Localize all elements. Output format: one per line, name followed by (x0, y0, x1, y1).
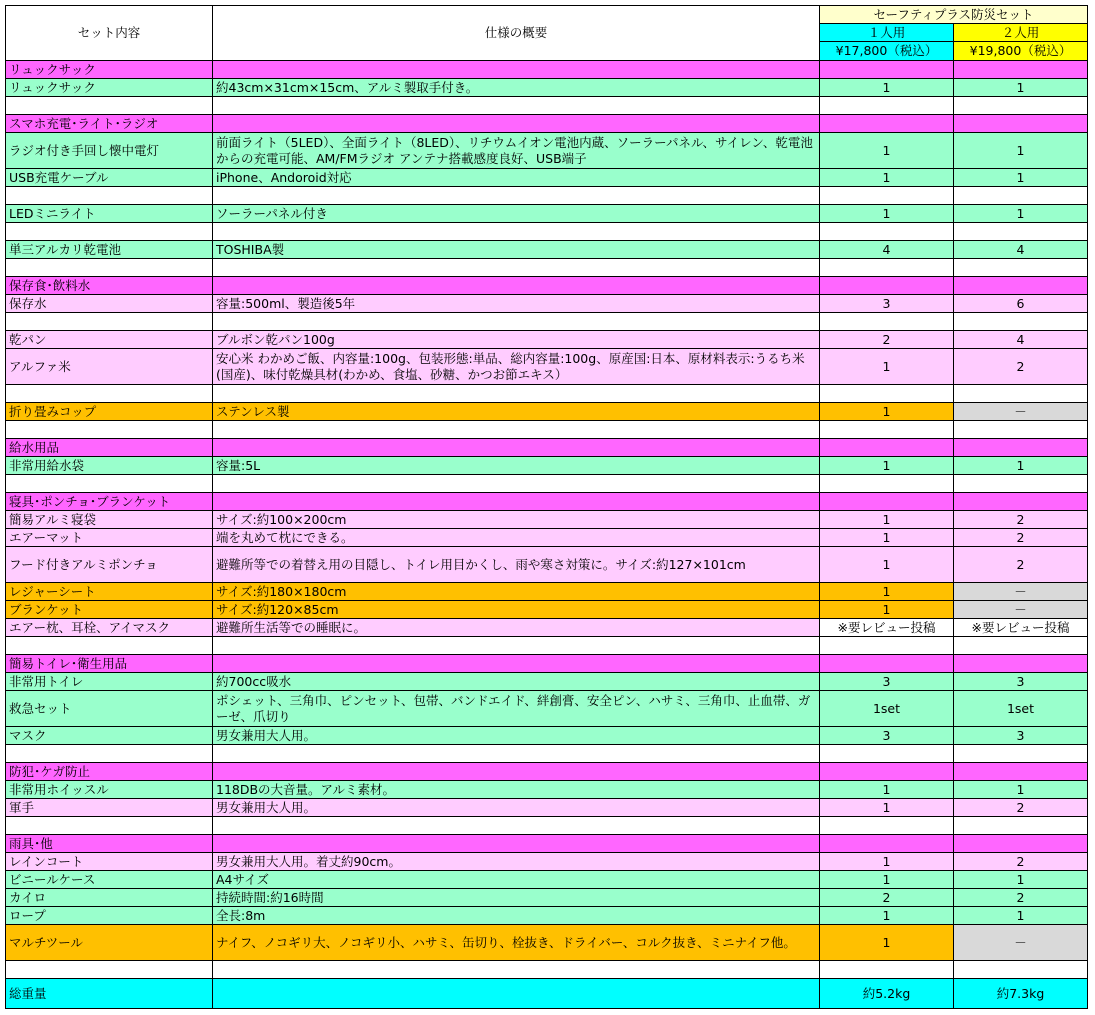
item-row (6, 691, 1088, 727)
item-qty-plan2: － (954, 601, 1088, 619)
item-qty-plan1: 2 (820, 331, 954, 349)
item-qty-plan1: 2 (820, 889, 954, 907)
item-name: ビニールケース (6, 871, 213, 889)
item-spec: ナイフ、ノコギリ大、ノコギリ小、ハサミ、缶切り、栓抜き、ドライバー、コルク抜き、ミニナイフ他。 (213, 925, 820, 961)
item-qty-plan1: 1 (820, 583, 954, 601)
item-qty-plan1: 1 (820, 457, 954, 475)
item-name: ブランケット (6, 601, 213, 619)
header-set-name: セーフティプラス防災セット (820, 6, 1088, 24)
item-name: マルチツール (6, 925, 213, 961)
header-contents: セット内容 (6, 6, 213, 61)
item-qty-plan2: 1 (954, 169, 1088, 187)
item-name: ロープ (6, 907, 213, 925)
category-qty-cell (954, 763, 1088, 781)
item-qty-plan2: 1 (954, 133, 1088, 169)
blank-cell (6, 385, 213, 403)
item-qty-plan2: 2 (954, 853, 1088, 871)
blank-cell (6, 637, 213, 655)
item-spec: 全長:8m (213, 907, 820, 925)
category-spec-cell (213, 655, 820, 673)
blank-cell (820, 475, 954, 493)
item-qty-plan2: 2 (954, 349, 1088, 385)
item-qty-plan1: 1 (820, 169, 954, 187)
item-row (6, 799, 1088, 817)
blank-cell (954, 223, 1088, 241)
category-name: スマホ充電･ライト･ラジオ (6, 115, 213, 133)
blank-row (6, 385, 1088, 403)
item-qty-plan2: 6 (954, 295, 1088, 313)
item-row (6, 511, 1088, 529)
item-qty-plan2: 2 (954, 547, 1088, 583)
category-spec-cell (213, 61, 820, 79)
item-name: アルファ米 (6, 349, 213, 385)
total-weight-spec-cell (213, 979, 820, 1009)
item-spec: TOSHIBA製 (213, 241, 820, 259)
item-spec: 避難所生活等での睡眠に。 (213, 619, 820, 637)
blank-row (6, 259, 1088, 277)
blank-cell (213, 385, 820, 403)
header-plan1-name: １人用 (820, 24, 954, 42)
blank-cell (820, 961, 954, 979)
item-name: フード付きアルミポンチョ (6, 547, 213, 583)
item-qty-plan1: 1 (820, 601, 954, 619)
item-qty-plan2: 1 (954, 457, 1088, 475)
header-plan1-price: ¥17,800（税込） (820, 42, 954, 61)
category-row (6, 763, 1088, 781)
blank-cell (820, 421, 954, 439)
category-row (6, 277, 1088, 295)
category-qty-cell (954, 115, 1088, 133)
total-weight-row (6, 979, 1088, 1009)
category-row (6, 439, 1088, 457)
item-qty-plan2: 2 (954, 799, 1088, 817)
item-spec: 男女兼用大人用。 (213, 727, 820, 745)
item-spec: 持続時間:約16時間 (213, 889, 820, 907)
category-name: 簡易トイレ･衛生用品 (6, 655, 213, 673)
category-row (6, 61, 1088, 79)
blank-row (6, 475, 1088, 493)
category-qty-cell (820, 115, 954, 133)
item-spec: 端を丸めて枕にできる。 (213, 529, 820, 547)
blank-cell (820, 385, 954, 403)
item-spec: サイズ:約100×200cm (213, 511, 820, 529)
blank-cell (6, 745, 213, 763)
blank-cell (954, 187, 1088, 205)
item-row (6, 871, 1088, 889)
blank-cell (213, 817, 820, 835)
blank-cell (213, 97, 820, 115)
item-row (6, 349, 1088, 385)
blank-cell (820, 97, 954, 115)
item-qty-plan2: － (954, 583, 1088, 601)
item-name: 簡易アルミ寝袋 (6, 511, 213, 529)
blank-cell (213, 259, 820, 277)
item-row (6, 133, 1088, 169)
item-name: レインコート (6, 853, 213, 871)
item-name: ラジオ付き手回し懐中電灯 (6, 133, 213, 169)
blank-row (6, 637, 1088, 655)
item-row (6, 331, 1088, 349)
item-row (6, 547, 1088, 583)
blank-cell (820, 745, 954, 763)
blank-cell (6, 259, 213, 277)
category-qty-cell (954, 493, 1088, 511)
blank-cell (6, 313, 213, 331)
blank-cell (6, 817, 213, 835)
blank-cell (820, 223, 954, 241)
item-row (6, 673, 1088, 691)
item-qty-plan1: 1 (820, 529, 954, 547)
category-qty-cell (820, 493, 954, 511)
category-qty-cell (954, 61, 1088, 79)
category-name: 雨具･他 (6, 835, 213, 853)
item-spec: 安心米 わかめご飯、内容量:100g、包装形態:単品、総内容量:100g、原産国:日本、原材料表示:うるち米(国産)、味付乾燥具材(わかめ、食塩、砂糖、かつお節エキス） (213, 349, 820, 385)
item-qty-plan1: 3 (820, 727, 954, 745)
item-spec: 容量:500ml、製造後5年 (213, 295, 820, 313)
blank-cell (6, 421, 213, 439)
item-row (6, 583, 1088, 601)
item-row (6, 619, 1088, 637)
category-row (6, 655, 1088, 673)
item-spec: ステンレス製 (213, 403, 820, 421)
blank-cell (820, 817, 954, 835)
category-qty-cell (954, 277, 1088, 295)
blank-cell (213, 637, 820, 655)
item-name: 非常用ホイッスル (6, 781, 213, 799)
item-row (6, 169, 1088, 187)
item-qty-plan1: ※要レビュー投稿 (820, 619, 954, 637)
blank-row (6, 223, 1088, 241)
item-qty-plan2: － (954, 403, 1088, 421)
category-spec-cell (213, 493, 820, 511)
blank-row (6, 97, 1088, 115)
item-qty-plan2: 2 (954, 889, 1088, 907)
item-qty-plan2: － (954, 925, 1088, 961)
blank-cell (954, 817, 1088, 835)
blank-cell (820, 637, 954, 655)
blank-cell (213, 187, 820, 205)
category-qty-cell (820, 277, 954, 295)
category-spec-cell (213, 439, 820, 457)
item-name: 乾パン (6, 331, 213, 349)
item-row (6, 403, 1088, 421)
item-qty-plan1: 3 (820, 673, 954, 691)
blank-row (6, 817, 1088, 835)
item-name: エアーマット (6, 529, 213, 547)
header-plan2-price: ¥19,800（税込） (954, 42, 1088, 61)
category-row (6, 835, 1088, 853)
item-qty-plan2: 2 (954, 529, 1088, 547)
category-name: 防犯･ケガ防止 (6, 763, 213, 781)
product-table (5, 5, 1088, 1009)
item-name: 保存水 (6, 295, 213, 313)
item-name: 単三アルカリ乾電池 (6, 241, 213, 259)
item-name: マスク (6, 727, 213, 745)
category-spec-cell (213, 277, 820, 295)
item-row (6, 781, 1088, 799)
blank-cell (820, 259, 954, 277)
blank-row (6, 421, 1088, 439)
item-qty-plan2: 3 (954, 673, 1088, 691)
item-row (6, 79, 1088, 97)
item-spec: ポシェット、三角巾、ピンセット、包帯、バンドエイド、絆創膏、安全ピン、ハサミ、三角巾、止血帯、ガーゼ、爪切り (213, 691, 820, 727)
item-row (6, 925, 1088, 961)
item-name: リュックサック (6, 79, 213, 97)
item-qty-plan1: 1 (820, 907, 954, 925)
category-name: 給水用品 (6, 439, 213, 457)
item-qty-plan1: 1 (820, 853, 954, 871)
item-name: 軍手 (6, 799, 213, 817)
item-name: LEDミニライト (6, 205, 213, 223)
item-name: エアー枕、耳栓、アイマスク (6, 619, 213, 637)
item-name: カイロ (6, 889, 213, 907)
blank-cell (954, 421, 1088, 439)
item-spec: サイズ:約180×180cm (213, 583, 820, 601)
blank-cell (954, 961, 1088, 979)
item-spec: 男女兼用大人用。 (213, 799, 820, 817)
item-qty-plan2: 1 (954, 205, 1088, 223)
item-qty-plan1: 4 (820, 241, 954, 259)
blank-cell (213, 223, 820, 241)
category-spec-cell (213, 835, 820, 853)
category-qty-cell (820, 439, 954, 457)
blank-cell (6, 97, 213, 115)
item-qty-plan1: 1 (820, 871, 954, 889)
item-name: 折り畳みコップ (6, 403, 213, 421)
item-qty-plan2: 1 (954, 871, 1088, 889)
item-qty-plan1: 1 (820, 511, 954, 529)
item-spec: 約700cc吸水 (213, 673, 820, 691)
item-qty-plan2: 4 (954, 331, 1088, 349)
item-qty-plan2: 2 (954, 511, 1088, 529)
item-spec: 前面ライト（5LED）、全面ライト（8LED）、リチウムイオン電池内蔵、ソーラーパネル、サイレン、乾電池からの充電可能、AM/FMラジオ アンテナ搭載感度良好、USB端子 (213, 133, 820, 169)
item-row (6, 889, 1088, 907)
item-qty-plan2: 3 (954, 727, 1088, 745)
header-spec: 仕様の概要 (213, 6, 820, 61)
item-qty-plan2: 1 (954, 79, 1088, 97)
item-row (6, 241, 1088, 259)
item-spec: サイズ:約120×85cm (213, 601, 820, 619)
item-qty-plan2: ※要レビュー投稿 (954, 619, 1088, 637)
item-row (6, 205, 1088, 223)
item-qty-plan1: 1 (820, 403, 954, 421)
total-weight-plan2: 約7.3kg (954, 979, 1088, 1009)
blank-cell (820, 313, 954, 331)
blank-cell (213, 421, 820, 439)
item-qty-plan1: 1 (820, 925, 954, 961)
item-row (6, 601, 1088, 619)
blank-cell (954, 313, 1088, 331)
blank-cell (820, 187, 954, 205)
category-row (6, 493, 1088, 511)
item-qty-plan1: 1 (820, 547, 954, 583)
item-qty-plan1: 1set (820, 691, 954, 727)
category-name: リュックサック (6, 61, 213, 79)
blank-cell (213, 475, 820, 493)
category-qty-cell (820, 655, 954, 673)
category-qty-cell (954, 835, 1088, 853)
item-name: レジャーシート (6, 583, 213, 601)
item-qty-plan2: 1 (954, 781, 1088, 799)
category-row (6, 115, 1088, 133)
item-spec: iPhone、Andoroid対応 (213, 169, 820, 187)
item-spec: ソーラーパネル付き (213, 205, 820, 223)
blank-row (6, 187, 1088, 205)
total-weight-label: 総重量 (6, 979, 213, 1009)
total-weight-plan1: 約5.2kg (820, 979, 954, 1009)
blank-row (6, 313, 1088, 331)
item-name: 非常用給水袋 (6, 457, 213, 475)
item-name: USB充電ケーブル (6, 169, 213, 187)
item-spec: 約43cm×31cm×15cm、アルミ製取手付き。 (213, 79, 820, 97)
blank-cell (213, 313, 820, 331)
item-qty-plan1: 1 (820, 349, 954, 385)
item-row (6, 853, 1088, 871)
item-name: 救急セット (6, 691, 213, 727)
category-spec-cell (213, 115, 820, 133)
item-qty-plan1: 1 (820, 799, 954, 817)
blank-cell (6, 475, 213, 493)
blank-row (6, 745, 1088, 763)
blank-cell (954, 385, 1088, 403)
item-qty-plan1: 1 (820, 79, 954, 97)
category-qty-cell (820, 835, 954, 853)
category-spec-cell (213, 763, 820, 781)
blank-cell (213, 961, 820, 979)
category-qty-cell (954, 655, 1088, 673)
blank-cell (213, 745, 820, 763)
item-qty-plan2: 1 (954, 907, 1088, 925)
item-name: 非常用トイレ (6, 673, 213, 691)
item-row (6, 907, 1088, 925)
category-name: 寝具･ポンチョ･ブランケット (6, 493, 213, 511)
header-plan2-name: ２人用 (954, 24, 1088, 42)
blank-cell (6, 223, 213, 241)
category-qty-cell (820, 763, 954, 781)
item-qty-plan1: 1 (820, 205, 954, 223)
item-qty-plan1: 3 (820, 295, 954, 313)
item-qty-plan2: 4 (954, 241, 1088, 259)
item-row (6, 727, 1088, 745)
item-spec: 118DBの大音量。アルミ素材。 (213, 781, 820, 799)
category-qty-cell (820, 61, 954, 79)
category-name: 保存食･飲料水 (6, 277, 213, 295)
blank-cell (6, 187, 213, 205)
blank-cell (954, 475, 1088, 493)
blank-cell (954, 97, 1088, 115)
item-qty-plan2: 1set (954, 691, 1088, 727)
item-qty-plan1: 1 (820, 781, 954, 799)
blank-cell (954, 259, 1088, 277)
item-spec: 容量:5L (213, 457, 820, 475)
blank-row (6, 961, 1088, 979)
item-spec: 避難所等での着替え用の目隠し、トイレ用目かくし、雨や寒さ対策に。サイズ:約127×101cm (213, 547, 820, 583)
category-qty-cell (954, 439, 1088, 457)
blank-cell (6, 961, 213, 979)
blank-cell (954, 637, 1088, 655)
item-row (6, 529, 1088, 547)
item-row (6, 295, 1088, 313)
item-spec: ブルボン乾パン100g (213, 331, 820, 349)
item-spec: 男女兼用大人用。着丈約90cm。 (213, 853, 820, 871)
item-qty-plan1: 1 (820, 133, 954, 169)
blank-cell (954, 745, 1088, 763)
item-spec: A4サイズ (213, 871, 820, 889)
item-row (6, 457, 1088, 475)
